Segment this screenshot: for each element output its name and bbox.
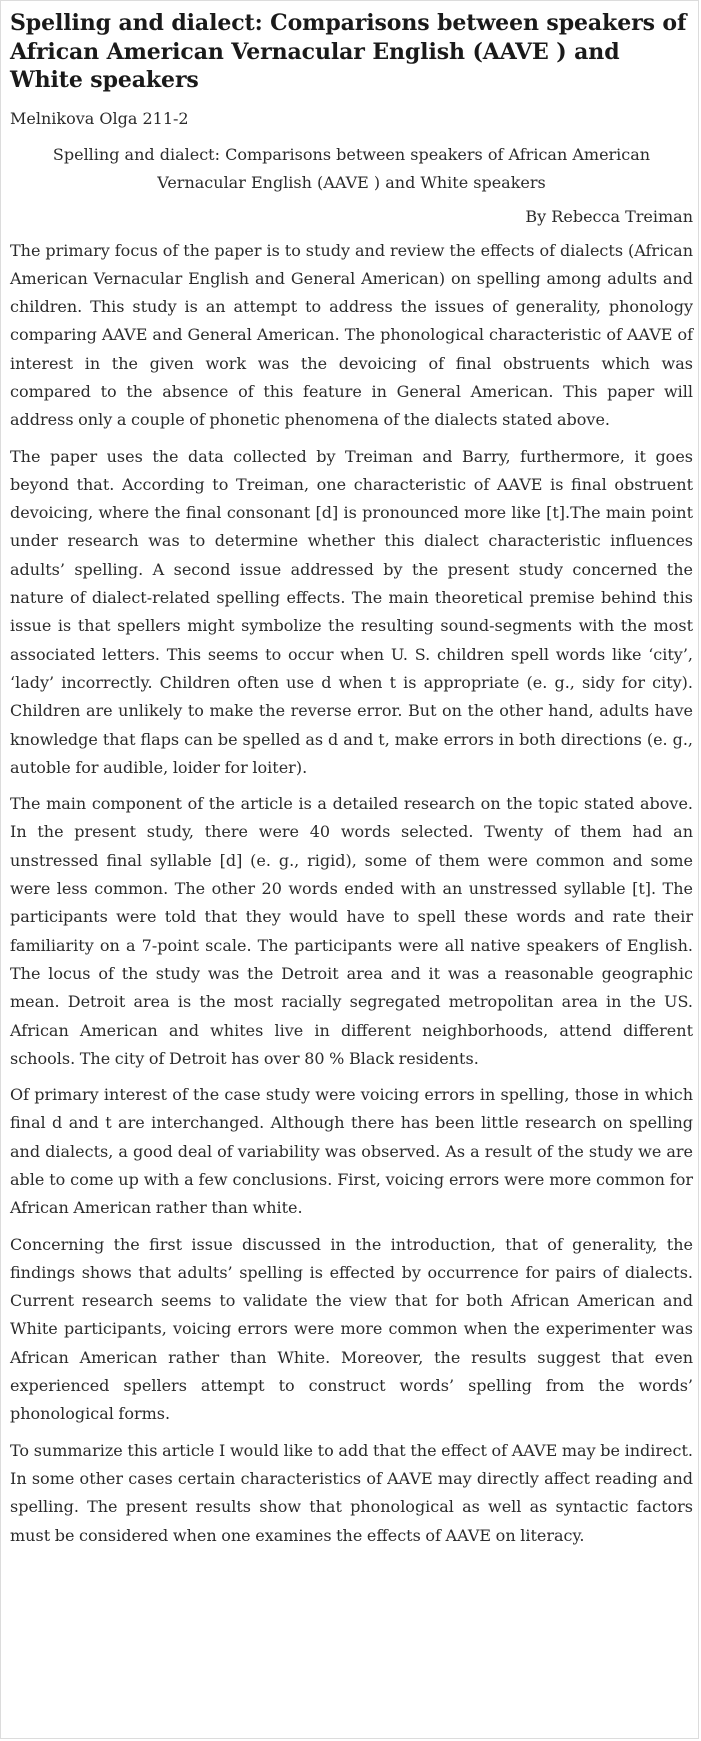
document-subtitle: Spelling and dialect: Comparisons between speakers of African American Vernacular English (AAVE ) and White speakers [52,144,651,192]
paragraph-5: Concerning the first issue discussed in the introduction, that of generality, the findings shows that adults’ spelling is effected by occurrence for pairs of dialects. Current research seems to validate the view that for both African American and White participants, voicing errors were more common when the experimenter was African American rather than White. Moreover, the results suggest that even experienced spellers attempt to construct words’ spelling from the words’ phonological forms. [10,1234,693,1424]
paragraph-4: Of primary interest of the case study were voicing errors in spelling, those in which final d and t are interchanged. Although there has been little research on spelling and dialects, a good deal of variability was observed. As a result of the study we are able to come up with a few conclusions. First, voicing errors were more common for African American rather than white. [10,1085,693,1218]
paragraph-6: To summarize this article I would like to add that the effect of AAVE may be indirect. In some other cases certain characteristics of AAVE may directly affect reading and spelling. The present results show that phonological as well as syntactic factors must be considered when one examines the effects of AAVE on literacy. [10,1440,693,1545]
paragraph-1: The primary focus of the paper is to study and review the effects of dialects (African American Vernacular English and General American) on spelling among adults and children. This study is an attempt to address the issues of generality, phonology comparing AAVE and General American. The phonological characteristic of AAVE of interest in the given work was the devoicing of final obstruents which was compared to the absence of this feature in General American. This paper will address only a couple of phonetic phenomena of the dialects stated above. [10,240,693,430]
document-title: Spelling and dialect: Comparisons between speakers of African American Vernacular English (AAVE ) and White speakers [10,10,687,93]
document-content [10,9,693,1550]
paragraph-2: The paper uses the data collected by Treiman and Barry, furthermore, it goes beyond that. According to Treiman, one characteristic of AAVE is final obstruent devoicing, where the final consonant [d] is pronounced more like [t].The main point under research was to determine whether this dialect characteristic influences adults’ spelling. A second issue addressed by the present study concerned the nature of dialect-related spelling effects. The main theoretical premise behind this issue is that spellers might symbolize the resulting sound-segments with the most associated letters. This seems to occur when U. S. children spell words like ‘city’, ‘lady’ incorrectly. Children often use d when t is appropriate (e. g., sidy for city). Children are unlikely to make the reverse error. But on the other hand, adults have knowledge that flaps can be spelled as d and t, make errors in both directions (e. g., autoble for audible, loider for loiter). [10,446,693,777]
paragraph-3: The main component of the article is a detailed research on the topic stated above. In the present study, there were 40 words selected. Twenty of them had an unstressed final syllable [d] (e. g., rigid), some of them were common and some were less common. The other 20 words ended with an unstressed syllable [t]. The participants were told that they would have to spell these words and rate their familiarity on a 7-point scale. The participants were all native speakers of English. The locus of the study was the Detroit area and it was a reasonable geographic mean. Detroit area is the most racially segregated metropolitan area in the US. African American and whites live in different neighborhoods, attend different schools. The city of Detroit has over 80 % Black residents. [10,794,693,1068]
byline: By Rebecca Treiman [525,206,693,226]
author-line: Melnikova Olga 211-2 [10,108,189,128]
